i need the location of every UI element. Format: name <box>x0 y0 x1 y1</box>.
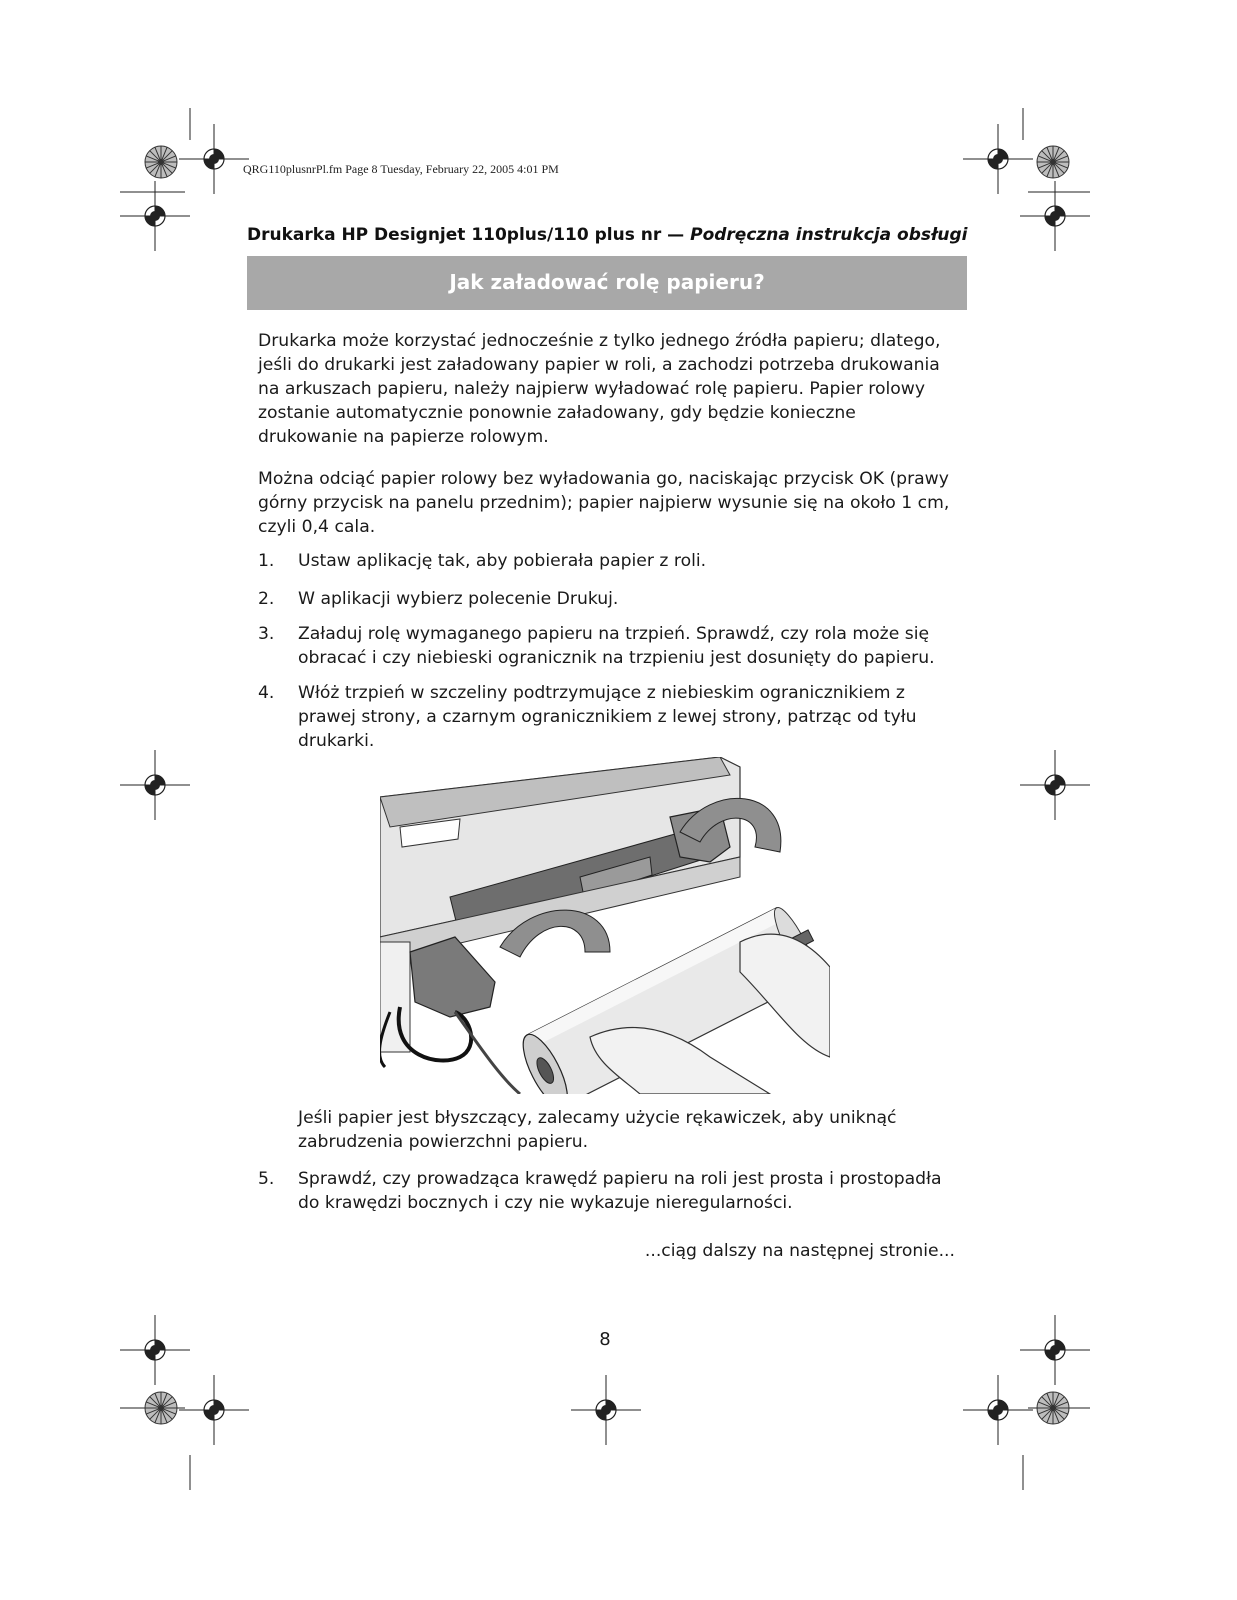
section-banner <box>247 256 967 310</box>
paragraph-text: Można odciąć papier rolowy bez wyładowania go, naciskając przycisk OK (prawy górny przycisk na panelu przednim); papier najpierw wysunie się na około 1 cm, czyli 0,4 cala. <box>258 469 950 537</box>
page-number: 8 <box>599 1329 611 1350</box>
intro-paragraph-1 <box>258 329 958 449</box>
continued-note: ...ciąg dalszy na następnej stronie... <box>644 1241 955 1261</box>
running-title <box>247 225 968 245</box>
step-text: W aplikacji wybierz polecenie Drukuj. <box>298 589 619 609</box>
step-text: Sprawdź, czy prowadząca krawędź papieru na roli jest prosta i prostopadła do krawędzi bocznych i czy nie wykazuje nieregularności. <box>298 1169 942 1213</box>
paragraph-text: Drukarka może korzystać jednocześnie z tylko jednego źródła papieru; dlatego, jeśli do drukarki jest załadowany papier w roli, a zachodzi potrzeba drukowania na arkuszach papieru, należy najpierw wyładować rolę papieru. Papier rolowy zostanie automatycznie ponownie załadowany, gdy będzie konieczne drukowanie na papierze rolowym. <box>258 331 941 447</box>
step-number: 3. <box>258 624 275 644</box>
step-text: Włóż trzpień w szczeliny podtrzymujące z niebieskim ogranicznikiem z prawej strony, a czarnym ogranicznikiem z lewej strony, patrząc od tyłu drukarki. <box>298 683 917 751</box>
step-number: 2. <box>258 589 275 609</box>
step-text: Załaduj rolę wymaganego papieru na trzpień. Sprawdź, czy rola może się obracać i czy niebieski ogranicznik na trzpieniu jest dosunięty do papieru. <box>298 624 935 668</box>
note-paragraph: Jeśli papier jest błyszczący, zalecamy użycie rękawiczek, aby uniknąć zabrudzenia powierzchni papieru. <box>298 1108 897 1152</box>
file-info-header: QRG110plusnrPl.fm Page 8 Tuesday, February 22, 2005 4:01 PM <box>243 162 559 176</box>
step-number: 5. <box>258 1169 275 1189</box>
printer-roll-illustration <box>380 757 830 1094</box>
intro-paragraph-2 <box>258 467 958 539</box>
running-title-main: Drukarka HP Designjet 110plus/110 plus nr — <box>247 225 691 245</box>
running-title-italic: Podręczna instrukcja obsługi <box>690 225 968 245</box>
section-title: Jak załadować rolę papieru? <box>449 270 765 294</box>
step-number: 4. <box>258 683 275 703</box>
step-text: Ustaw aplikację tak, aby pobierała papier z roli. <box>298 551 707 571</box>
step-number: 1. <box>258 551 275 571</box>
